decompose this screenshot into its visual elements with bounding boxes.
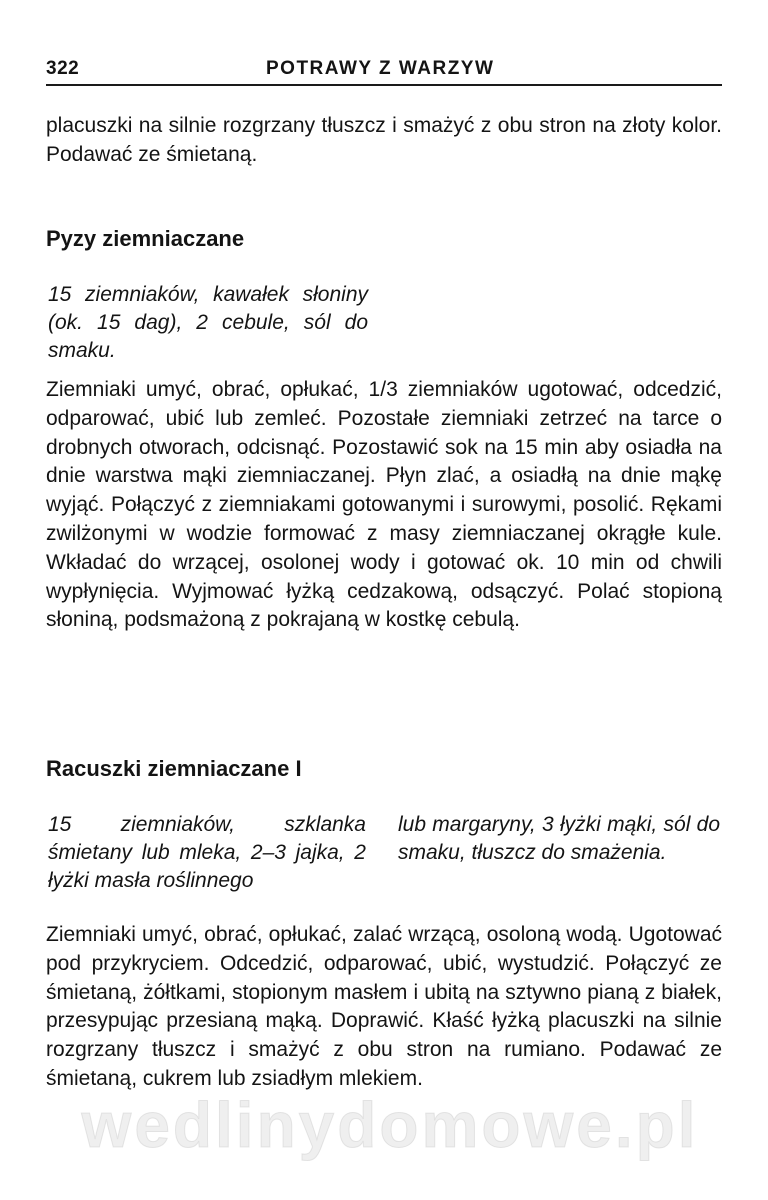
- page-number: 322: [46, 58, 80, 79]
- recipe-title-racuszki: Racuszki ziemniaczane I: [46, 756, 302, 781]
- instructions-pyzy: Ziemniaki umyć, obrać, opłukać, 1/3 ziemniaków ugotować, odcedzić, odparować, ubić lub zemleć. Pozostałe ziemniaki zetrzeć na tarce o drobnych otworach, odcisnąć. Pozostawić sok na 15 min aby osiadła na dnie warstwa mąki ziemniaczanej. Płyn zlać, a osiadłą na dnie mąkę wyjąć. Połączyć z ziemniakami gotowanymi i surowymi, posolić. Rękami zwilżonymi w wodzie formować z masy ziemniaczanej okrągłe kule. Wkładać do wrzącej, osolonej wody i gotować ok. 10 min od chwili wypłynięcia. Wyjmować łyżką cedzakową, odsączyć. Polać stopioną słoniną, podsmażoną z pokrajaną w kostkę cebulą.: [46, 378, 722, 632]
- ingredients-pyzy: 15 ziemniaków, kawałek słoniny (ok. 15 dag), 2 cebule, sól do smaku.: [48, 283, 368, 362]
- watermark: wedlinydomowe.pl: [81, 1089, 699, 1161]
- ingredients-racuszki-col2: lub margaryny, 3 łyżki mąki, sól do smaku, tłuszcz do smażenia.: [398, 813, 720, 864]
- running-title: POTRAWY Z WARZYW: [266, 58, 495, 79]
- instructions-racuszki: Ziemniaki umyć, obrać, opłukać, zalać wrzącą, osoloną wodą. Ugotować pod przykryciem. Odcedzić, odparować, ubić, wystudzić. Połączyć ze śmietaną, żółtkami, stopionym masłem i ubitą na sztywno pianą z białek, przesypując przesianą mąką. Doprawić. Kłaść łyżką placuszki na silnie rozgrzany tłuszcz i smażyć z obu stron na rumiano. Podawać ze śmietaną, cukrem lub zsiadłym mlekiem.: [46, 923, 722, 1090]
- intro-paragraph: placuszki na silnie rozgrzany tłuszcz i smażyć z obu stron na złoty kolor. Podawać ze śmietaną.: [46, 114, 722, 166]
- recipe-title-pyzy: Pyzy ziemniaczane: [46, 226, 245, 251]
- ingredients-racuszki-col1: 15 ziemniaków, szklanka śmietany lub mleka, 2–3 jajka, 2 łyżki masła roślinnego: [48, 813, 366, 892]
- page-header: [46, 58, 722, 86]
